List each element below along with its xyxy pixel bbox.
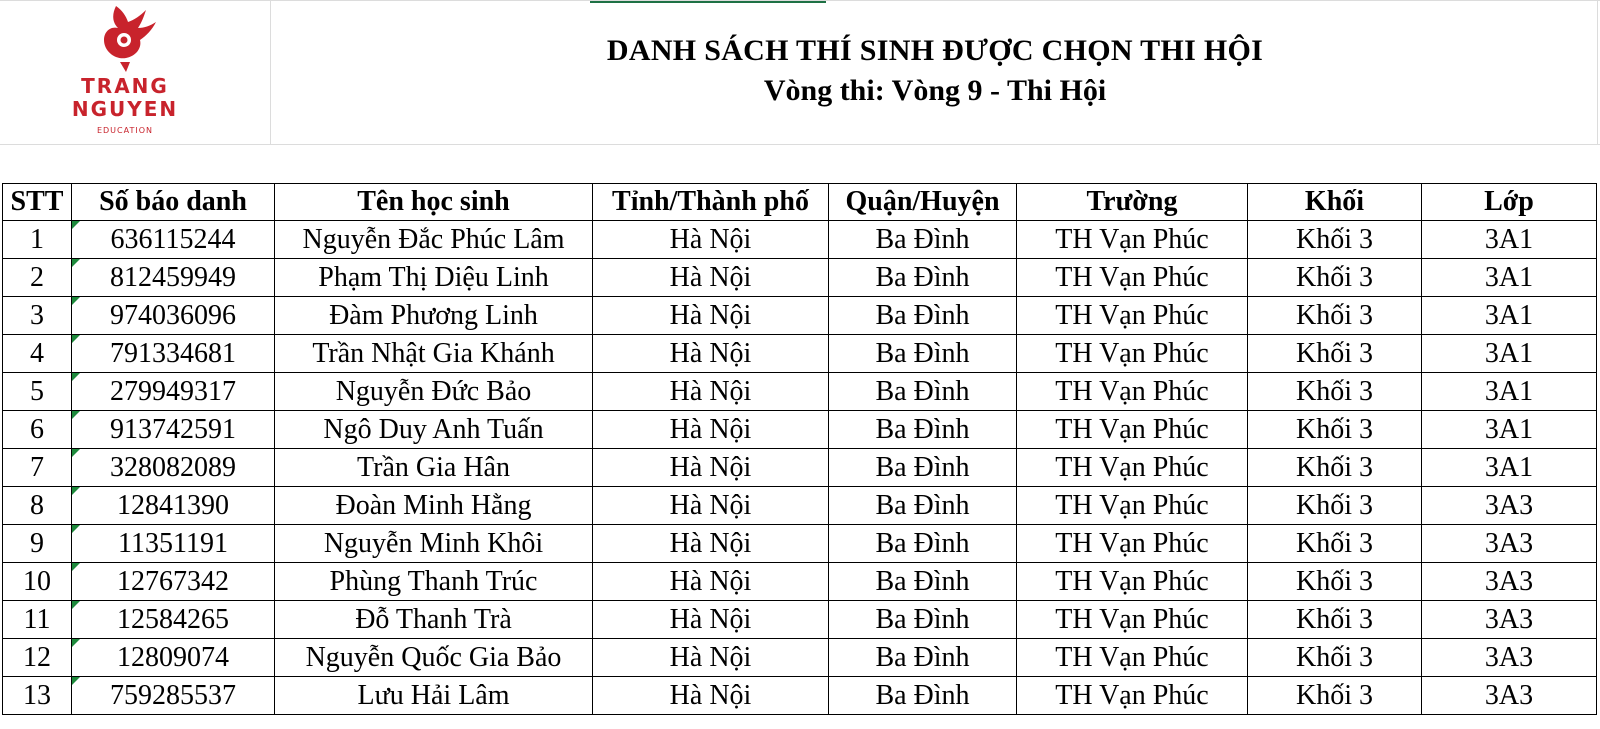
- province-cell[interactable]: Hà Nội: [593, 487, 829, 525]
- student-name-cell[interactable]: Nguyễn Đắc Phúc Lâm: [275, 221, 593, 259]
- phoenix-icon: [60, 2, 190, 74]
- district-cell[interactable]: Ba Đình: [829, 297, 1017, 335]
- district-cell[interactable]: Ba Đình: [829, 259, 1017, 297]
- district-cell[interactable]: Ba Đình: [829, 221, 1017, 259]
- school-cell[interactable]: TH Vạn Phúc: [1017, 563, 1248, 601]
- table-row: [3, 449, 1597, 487]
- candidate-table: [2, 183, 1597, 715]
- gridline: [1597, 0, 1598, 144]
- candidate-number-cell[interactable]: 913742591: [72, 411, 275, 449]
- table-row: [3, 601, 1597, 639]
- page-subtitle: Vòng thi: Vòng 9 - Thi Hội: [763, 74, 1107, 107]
- province-cell[interactable]: Hà Nội: [593, 221, 829, 259]
- stt-cell[interactable]: 2: [3, 259, 72, 297]
- grade-cell[interactable]: Khối 3: [1248, 411, 1422, 449]
- column-header[interactable]: Khối: [1248, 184, 1422, 221]
- district-cell[interactable]: Ba Đình: [829, 449, 1017, 487]
- gridline: [0, 144, 1600, 145]
- class-cell[interactable]: 3A1: [1422, 449, 1597, 487]
- class-cell[interactable]: 3A1: [1422, 335, 1597, 373]
- school-cell[interactable]: TH Vạn Phúc: [1017, 639, 1248, 677]
- candidate-number-cell[interactable]: 12767342: [72, 563, 275, 601]
- class-cell[interactable]: 3A1: [1422, 259, 1597, 297]
- school-cell[interactable]: TH Vạn Phúc: [1017, 601, 1248, 639]
- column-header[interactable]: Số báo danh: [72, 184, 275, 221]
- stt-cell[interactable]: 10: [3, 563, 72, 601]
- candidate-number-cell[interactable]: 12584265: [72, 601, 275, 639]
- class-cell[interactable]: 3A3: [1422, 487, 1597, 525]
- table-body: [3, 221, 1597, 715]
- school-cell[interactable]: TH Vạn Phúc: [1017, 677, 1248, 715]
- gridline: [0, 0, 1600, 1]
- candidate-number-cell[interactable]: 636115244: [72, 221, 275, 259]
- stt-cell[interactable]: 7: [3, 449, 72, 487]
- district-cell[interactable]: Ba Đình: [829, 525, 1017, 563]
- province-cell[interactable]: Hà Nội: [593, 525, 829, 563]
- stt-cell[interactable]: 11: [3, 601, 72, 639]
- candidate-number-cell[interactable]: 328082089: [72, 449, 275, 487]
- province-cell[interactable]: Hà Nội: [593, 677, 829, 715]
- candidate-number-cell[interactable]: 12841390: [72, 487, 275, 525]
- class-cell[interactable]: 3A1: [1422, 221, 1597, 259]
- column-header[interactable]: Quận/Huyện: [829, 184, 1017, 221]
- class-cell[interactable]: 3A1: [1422, 373, 1597, 411]
- column-header[interactable]: Tỉnh/Thành phố: [593, 184, 829, 221]
- grade-cell[interactable]: Khối 3: [1248, 525, 1422, 563]
- class-cell[interactable]: 3A1: [1422, 297, 1597, 335]
- province-cell[interactable]: Hà Nội: [593, 297, 829, 335]
- table-row: [3, 221, 1597, 259]
- school-cell[interactable]: TH Vạn Phúc: [1017, 411, 1248, 449]
- student-name-cell[interactable]: Đỗ Thanh Trà: [275, 601, 593, 639]
- province-cell[interactable]: Hà Nội: [593, 639, 829, 677]
- student-name-cell[interactable]: Nguyễn Đức Bảo: [275, 373, 593, 411]
- class-cell[interactable]: 3A1: [1422, 411, 1597, 449]
- district-cell[interactable]: Ba Đình: [829, 487, 1017, 525]
- column-header[interactable]: Lớp: [1422, 184, 1597, 221]
- stt-cell[interactable]: 6: [3, 411, 72, 449]
- table-row: [3, 525, 1597, 563]
- grade-cell[interactable]: Khối 3: [1248, 449, 1422, 487]
- province-cell[interactable]: Hà Nội: [593, 259, 829, 297]
- table-header-row: [3, 184, 1597, 221]
- stt-cell[interactable]: 9: [3, 525, 72, 563]
- candidate-number-cell[interactable]: 279949317: [72, 373, 275, 411]
- column-header[interactable]: Trường: [1017, 184, 1248, 221]
- candidate-number-cell[interactable]: 12809074: [72, 639, 275, 677]
- province-cell[interactable]: Hà Nội: [593, 411, 829, 449]
- district-cell[interactable]: Ba Đình: [829, 601, 1017, 639]
- school-cell[interactable]: TH Vạn Phúc: [1017, 297, 1248, 335]
- province-cell[interactable]: Hà Nội: [593, 563, 829, 601]
- table-row: [3, 335, 1597, 373]
- candidate-number-cell[interactable]: 759285537: [72, 677, 275, 715]
- school-cell[interactable]: TH Vạn Phúc: [1017, 335, 1248, 373]
- grade-cell[interactable]: Khối 3: [1248, 335, 1422, 373]
- student-name-cell[interactable]: Phạm Thị Diệu Linh: [275, 259, 593, 297]
- candidate-number-cell[interactable]: 974036096: [72, 297, 275, 335]
- district-cell[interactable]: Ba Đình: [829, 335, 1017, 373]
- candidate-number-cell[interactable]: 791334681: [72, 335, 275, 373]
- stt-cell[interactable]: 12: [3, 639, 72, 677]
- school-cell[interactable]: TH Vạn Phúc: [1017, 221, 1248, 259]
- table-row: [3, 563, 1597, 601]
- student-name-cell[interactable]: Ngô Duy Anh Tuấn: [275, 411, 593, 449]
- class-cell[interactable]: 3A3: [1422, 677, 1597, 715]
- candidate-number-cell[interactable]: 812459949: [72, 259, 275, 297]
- grade-cell[interactable]: Khối 3: [1248, 259, 1422, 297]
- table-row: [3, 411, 1597, 449]
- student-name-cell[interactable]: Nguyễn Quốc Gia Bảo: [275, 639, 593, 677]
- class-cell[interactable]: 3A3: [1422, 639, 1597, 677]
- student-name-cell[interactable]: Đàm Phương Linh: [275, 297, 593, 335]
- student-name-cell[interactable]: Trần Nhật Gia Khánh: [275, 335, 593, 373]
- grade-cell[interactable]: Khối 3: [1248, 563, 1422, 601]
- grade-cell[interactable]: Khối 3: [1248, 487, 1422, 525]
- stt-cell[interactable]: 5: [3, 373, 72, 411]
- grade-cell[interactable]: Khối 3: [1248, 601, 1422, 639]
- logo-text: NGUYEN: [71, 97, 179, 121]
- district-cell[interactable]: Ba Đình: [829, 563, 1017, 601]
- logo-text: TRANG: [81, 74, 169, 98]
- page-title: DANH SÁCH THÍ SINH ĐƯỢC CHỌN THI HỘI: [606, 34, 1264, 67]
- student-name-cell[interactable]: Trần Gia Hân: [275, 449, 593, 487]
- column-header[interactable]: STT: [3, 184, 72, 221]
- district-cell[interactable]: Ba Đình: [829, 639, 1017, 677]
- logo-text: EDUCATION: [96, 126, 154, 135]
- province-cell[interactable]: Hà Nội: [593, 335, 829, 373]
- district-cell[interactable]: Ba Đình: [829, 373, 1017, 411]
- grade-cell[interactable]: Khối 3: [1248, 639, 1422, 677]
- table-row: [3, 297, 1597, 335]
- class-cell[interactable]: 3A3: [1422, 563, 1597, 601]
- stt-cell[interactable]: 4: [3, 335, 72, 373]
- school-cell[interactable]: TH Vạn Phúc: [1017, 449, 1248, 487]
- district-cell[interactable]: Ba Đình: [829, 411, 1017, 449]
- grade-cell[interactable]: Khối 3: [1248, 297, 1422, 335]
- table-row: [3, 677, 1597, 715]
- student-name-cell[interactable]: Đoàn Minh Hằng: [275, 487, 593, 525]
- grade-cell[interactable]: Khối 3: [1248, 373, 1422, 411]
- table-row: [3, 639, 1597, 677]
- grade-cell[interactable]: Khối 3: [1248, 221, 1422, 259]
- student-name-cell[interactable]: Phùng Thanh Trúc: [275, 563, 593, 601]
- province-cell[interactable]: Hà Nội: [593, 373, 829, 411]
- stt-cell[interactable]: 8: [3, 487, 72, 525]
- stt-cell[interactable]: 3: [3, 297, 72, 335]
- province-cell[interactable]: Hà Nội: [593, 449, 829, 487]
- stt-cell[interactable]: 13: [3, 677, 72, 715]
- table-row: [3, 487, 1597, 525]
- stt-cell[interactable]: 1: [3, 221, 72, 259]
- trang-nguyen-logo: [60, 2, 190, 140]
- class-cell[interactable]: 3A3: [1422, 525, 1597, 563]
- column-header[interactable]: Tên học sinh: [275, 184, 593, 221]
- student-name-cell[interactable]: Nguyễn Minh Khôi: [275, 525, 593, 563]
- class-cell[interactable]: 3A3: [1422, 601, 1597, 639]
- school-cell[interactable]: TH Vạn Phúc: [1017, 487, 1248, 525]
- district-cell[interactable]: Ba Đình: [829, 677, 1017, 715]
- table-row: [3, 373, 1597, 411]
- school-cell[interactable]: TH Vạn Phúc: [1017, 525, 1248, 563]
- student-name-cell[interactable]: Lưu Hải Lâm: [275, 677, 593, 715]
- school-cell[interactable]: TH Vạn Phúc: [1017, 259, 1248, 297]
- province-cell[interactable]: Hà Nội: [593, 601, 829, 639]
- grade-cell[interactable]: Khối 3: [1248, 677, 1422, 715]
- school-cell[interactable]: TH Vạn Phúc: [1017, 373, 1248, 411]
- gridline: [270, 0, 271, 144]
- candidate-number-cell[interactable]: 11351191: [72, 525, 275, 563]
- table-row: [3, 259, 1597, 297]
